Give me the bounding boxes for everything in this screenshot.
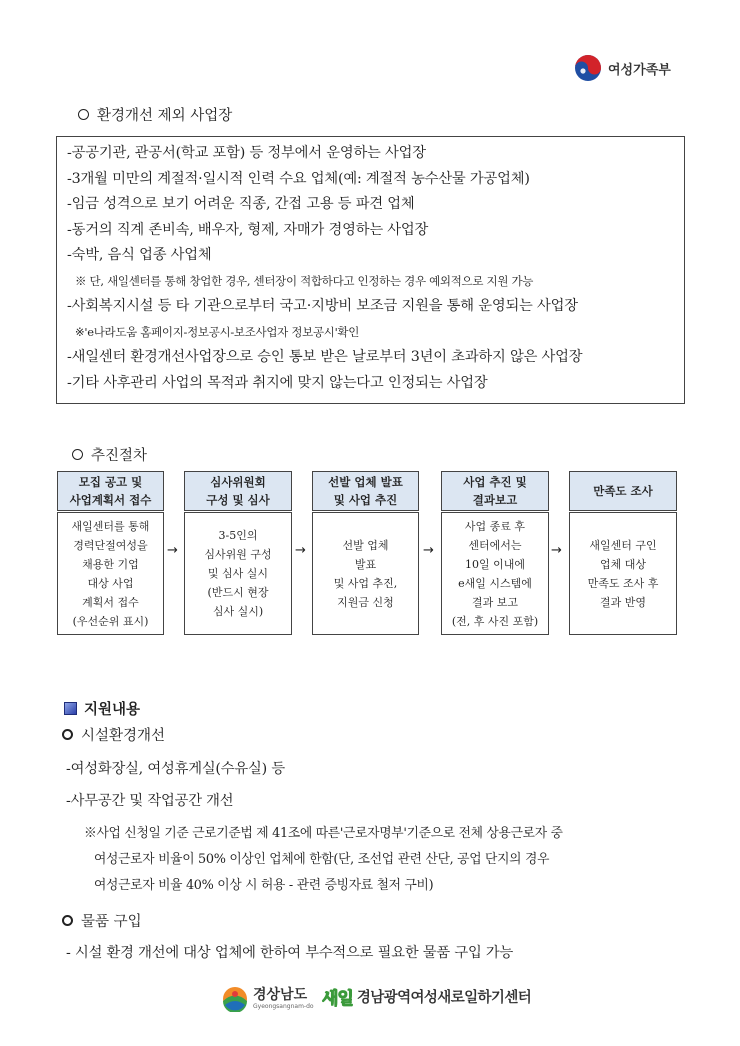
center-name: 경남광역여성새로일하기센터 <box>356 990 532 1006</box>
exclusion-item: -숙박, 음식 업종 사업체 <box>67 247 212 263</box>
circle-bullet-icon <box>62 915 73 926</box>
flow-step-5-header: 만족도 조사 <box>569 471 677 511</box>
goods-subtitle <box>62 910 142 931</box>
facility-note-line: 여성근로자 비율 40% 이상 시 허용 - 관련 증빙자료 철저 구비) <box>94 878 434 893</box>
saeil-logo-mark: 새일 <box>322 989 353 1009</box>
exclusion-box <box>56 136 685 404</box>
province-name-en: Gyeongsangnam-do <box>253 1003 314 1010</box>
exclusion-title-text: 환경개선 제외 사업장 <box>97 108 233 124</box>
circle-bullet-icon <box>62 729 73 740</box>
ministry-logo <box>574 54 671 82</box>
flow-arrow-icon: → <box>551 543 562 558</box>
ministry-name: 여성가족부 <box>608 62 671 78</box>
goods-title-text: 물품 구입 <box>81 914 142 930</box>
flow-step-1-body: 새일센터를 통해 경력단절여성을 채용한 기업 대상 사업 계획서 접수 (우선순위 표시) <box>57 512 164 635</box>
flow-step-3-body: 선발 업체 발표 및 사업 추진, 지원금 신청 <box>312 512 419 635</box>
exclusion-item: -새일센터 환경개선사업장으로 승인 통보 받은 날로부터 3년이 초과하지 않은 사업장 <box>67 349 583 365</box>
flow-arrow-icon: → <box>167 543 178 558</box>
flow-step-3-header: 선발 업체 발표 및 사업 추진 <box>312 471 419 511</box>
flow-step-4-header: 사업 추진 및 결과보고 <box>441 471 549 511</box>
flow-step-4-body: 사업 종료 후 센터에서는 10일 이내에 e새일 시스템에 결과 보고 (전, 후 사진 포함) <box>441 512 549 635</box>
exclusion-note: ※ 단, 새일센터를 통해 창업한 경우, 센터장이 적합하다고 인정하는 경우 예외적으로 지원 가능 <box>75 273 534 288</box>
gyeongnam-logo <box>222 986 314 1012</box>
flow-arrow-icon: → <box>423 543 434 558</box>
procedure-section-title <box>72 444 147 465</box>
goods-item: - 시설 환경 개선에 대상 업체에 한하여 부수적으로 필요한 물품 구입 가능 <box>66 945 514 961</box>
facility-note-line: ※사업 신청일 기준 근로기준법 제 41조에 따른'근로자명부'기준으로 전체 상용근로자 중 <box>84 826 563 841</box>
exclusion-item: -공공기관, 관공서(학교 포함) 등 정부에서 운영하는 사업장 <box>67 145 426 161</box>
flow-arrow-icon: → <box>295 543 306 558</box>
circle-bullet-icon <box>78 109 89 120</box>
exclusion-item: -3개월 미만의 계절적·일시적 인력 수요 업체(예: 계절적 농수산물 가공업체) <box>67 170 530 187</box>
exclusion-note: ※'e나라도움 홈페이지-정보공시-보조사업자 정보공시'확인 <box>75 324 360 339</box>
exclusion-item: -임금 성격으로 보기 어려운 직종, 간접 고용 등 파견 업체 <box>67 196 415 212</box>
exclusion-item: -사회복지시설 등 타 기관으로부터 국고·지방비 보조금 지원을 통해 운영되는 사업장 <box>67 298 578 314</box>
exclusion-item: -기타 사후관리 사업의 목적과 취지에 맞지 않는다고 인정되는 사업장 <box>67 374 488 391</box>
flow-step-2-body: 3-5인의 심사위원 구성 및 심사 실시 (반드시 현장 심사 실시) <box>184 512 292 635</box>
circle-bullet-icon <box>72 449 83 460</box>
facility-item: -여성화장실, 여성휴게실(수유실) 등 <box>66 761 285 777</box>
saeil-center-logo <box>322 984 531 1009</box>
procedure-title-text: 추진절차 <box>91 448 148 464</box>
facility-note-line: 여성근로자 비율이 50% 이상인 업체에 한함(단, 조선업 관련 산단, 공업 단지의 경우 <box>94 852 550 867</box>
flow-step-5-body: 새일센터 구인 업체 대상 만족도 조사 후 결과 반영 <box>569 512 677 635</box>
facility-item: -사무공간 및 작업공간 개선 <box>66 793 234 809</box>
exclusion-item: -동거의 직계 존비속, 배우자, 형제, 자매가 경영하는 사업장 <box>67 221 429 238</box>
square-bullet-icon <box>64 702 77 715</box>
support-section-title <box>64 698 140 719</box>
facility-subtitle <box>62 724 165 745</box>
province-name: 경상남도 <box>253 987 308 1003</box>
support-title-text: 지원내용 <box>84 701 141 718</box>
facility-title-text: 시설환경개선 <box>81 728 166 744</box>
flow-step-1-header: 모집 공고 및 사업계획서 접수 <box>57 471 164 511</box>
gyeongnam-emblem-icon <box>222 986 248 1012</box>
taegeuk-logo-icon <box>574 54 602 82</box>
exclusion-section-title <box>78 104 232 125</box>
flow-step-2-header: 심사위원회 구성 및 심사 <box>184 471 292 511</box>
